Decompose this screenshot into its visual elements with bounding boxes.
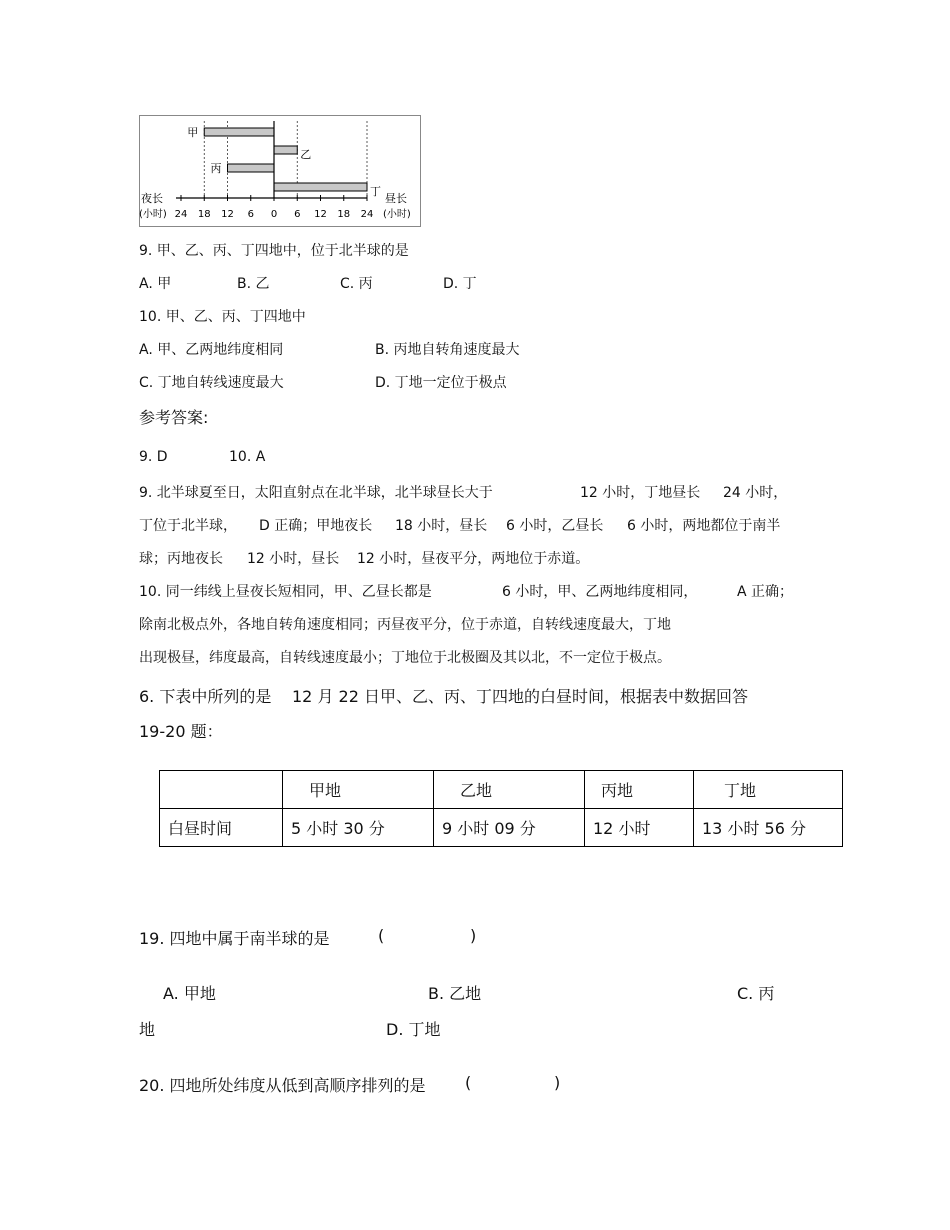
q9-option-a: A. 甲 [139,276,172,292]
answer-key-9: 9. D [139,449,168,465]
q19-option-c: C. 丙 [737,984,775,1003]
explanation-9-line1b: 12 小时，丁地昼长 [580,485,701,501]
explanation-9-line2e: 6 小时，两地都位于南半 [627,518,781,534]
place-label: 丁 [370,185,381,198]
q9-option-d: D. 丁 [443,276,477,292]
left-axis-label-1: 夜长 [141,192,163,205]
axis-tick-label: 18 [337,209,351,220]
place-label: 丙 [210,162,222,175]
q10-option-c: C. 丁地自转线速度最大 [139,375,284,391]
table-row [160,809,843,847]
table-header-row [160,771,843,809]
table-header-cell: 丙地 [585,771,694,809]
axis-tick-label: 6 [294,209,301,220]
night-bar [228,164,275,172]
q19-option-a: A. 甲地 [163,984,216,1003]
q20-stem: 20. 四地所处纬度从低到高顺序排列的是 [139,1076,426,1095]
axis-tick-label: 24 [174,209,188,220]
q19-paren-open: ( [378,926,385,945]
axis-tick-label: 0 [270,209,278,220]
explanation-10-line3: 出现极昼，纬度最高，自转线速度最小；丁地位于北极圈及其以北，不一定位于极点。 [139,650,671,666]
explanation-9-line2c: 18 小时，昼长 [395,518,488,534]
axis-tick-label: 24 [360,209,374,220]
day-bar [274,146,297,154]
q10-option-a: A. 甲、乙两地纬度相同 [139,342,284,358]
axis-tick-label: 12 [221,209,234,220]
left-axis-label-2: (小时) [139,209,167,220]
explanation-10-line1c: A 正确； [737,584,794,600]
axis-tick-label: 6 [247,209,254,220]
daylight-table [159,770,843,847]
answer-key-10: 10. A [229,449,266,465]
q9-option-b: B. 乙 [237,276,270,292]
table-header-cell: 丁地 [694,771,843,809]
explanation-9-line1a: 9. 北半球夏至日，太阳直射点在北半球，北半球昼长大于 [139,485,493,501]
q6-intro-line1a: 6. 下表中所列的是 [139,687,272,706]
place-label: 乙 [300,148,312,161]
q20-paren-close: ) [554,1073,561,1092]
table-header-cell: 乙地 [434,771,585,809]
table-cell: 5 小时 30 分 [283,809,434,847]
axis-tick-label: 12 [314,209,327,220]
q19-paren-close: ) [470,926,477,945]
place-label: 甲 [187,126,199,139]
table-cell: 12 小时 [585,809,694,847]
q20-paren-open: ( [465,1073,472,1092]
axis-tick-label: 18 [197,209,211,220]
q10-option-b: B. 丙地自转角速度最大 [375,342,520,358]
answers-heading: 参考答案: [139,408,209,427]
q19-option-b: B. 乙地 [428,984,482,1003]
explanation-9-line2b: D 正确；甲地夜长 [259,518,373,534]
q10-option-d: D. 丁地一定位于极点 [375,375,507,391]
explanation-9-line2d: 6 小时，乙昼长 [506,518,604,534]
table-cell: 13 小时 56 分 [694,809,843,847]
table-header-cell [160,771,283,809]
explanation-9-line3b: 12 小时，昼长 [247,551,340,567]
explanation-10-line2: 除南北极点外，各地自转角速度相同；丙昼夜平分，位于赤道，自转线速度最大，丁地 [139,617,671,633]
day-bar [274,183,367,191]
night-bar [204,128,274,136]
right-axis-label-2: (小时) [383,209,411,220]
explanation-10-line1a: 10. 同一纬线上昼夜长短相同，甲、乙昼长都是 [139,584,432,600]
explanation-9-line3c: 12 小时，昼夜平分，两地位于赤道。 [357,551,590,567]
table-cell: 9 小时 09 分 [434,809,585,847]
q19-option-d: D. 丁地 [386,1020,441,1039]
q19-stem: 19. 四地中属于南半球的是 [139,929,330,948]
table-cell: 白昼时间 [160,809,283,847]
q19-option-c-continued: 地 [139,1020,156,1039]
q6-intro-line1b: 12 月 22 日甲、乙、丙、丁四地的白昼时间，根据表中数据回答 [292,687,748,706]
day-night-length-figure [139,115,421,227]
explanation-9-line1c: 24 小时， [723,485,788,501]
explanation-9-line3a: 球；丙地夜长 [139,551,223,567]
q6-intro-line2: 19-20 题： [139,722,223,741]
q10-stem: 10. 甲、乙、丙、丁四地中 [139,309,306,325]
table-header-cell: 甲地 [283,771,434,809]
q9-stem: 9. 甲、乙、丙、丁四地中，位于北半球的是 [139,243,409,259]
explanation-9-line2a: 丁位于北半球， [139,518,237,534]
explanation-10-line1b: 6 小时，甲、乙两地纬度相同， [502,584,698,600]
q9-option-c: C. 丙 [340,276,373,292]
right-axis-label-1: 昼长 [385,192,407,205]
